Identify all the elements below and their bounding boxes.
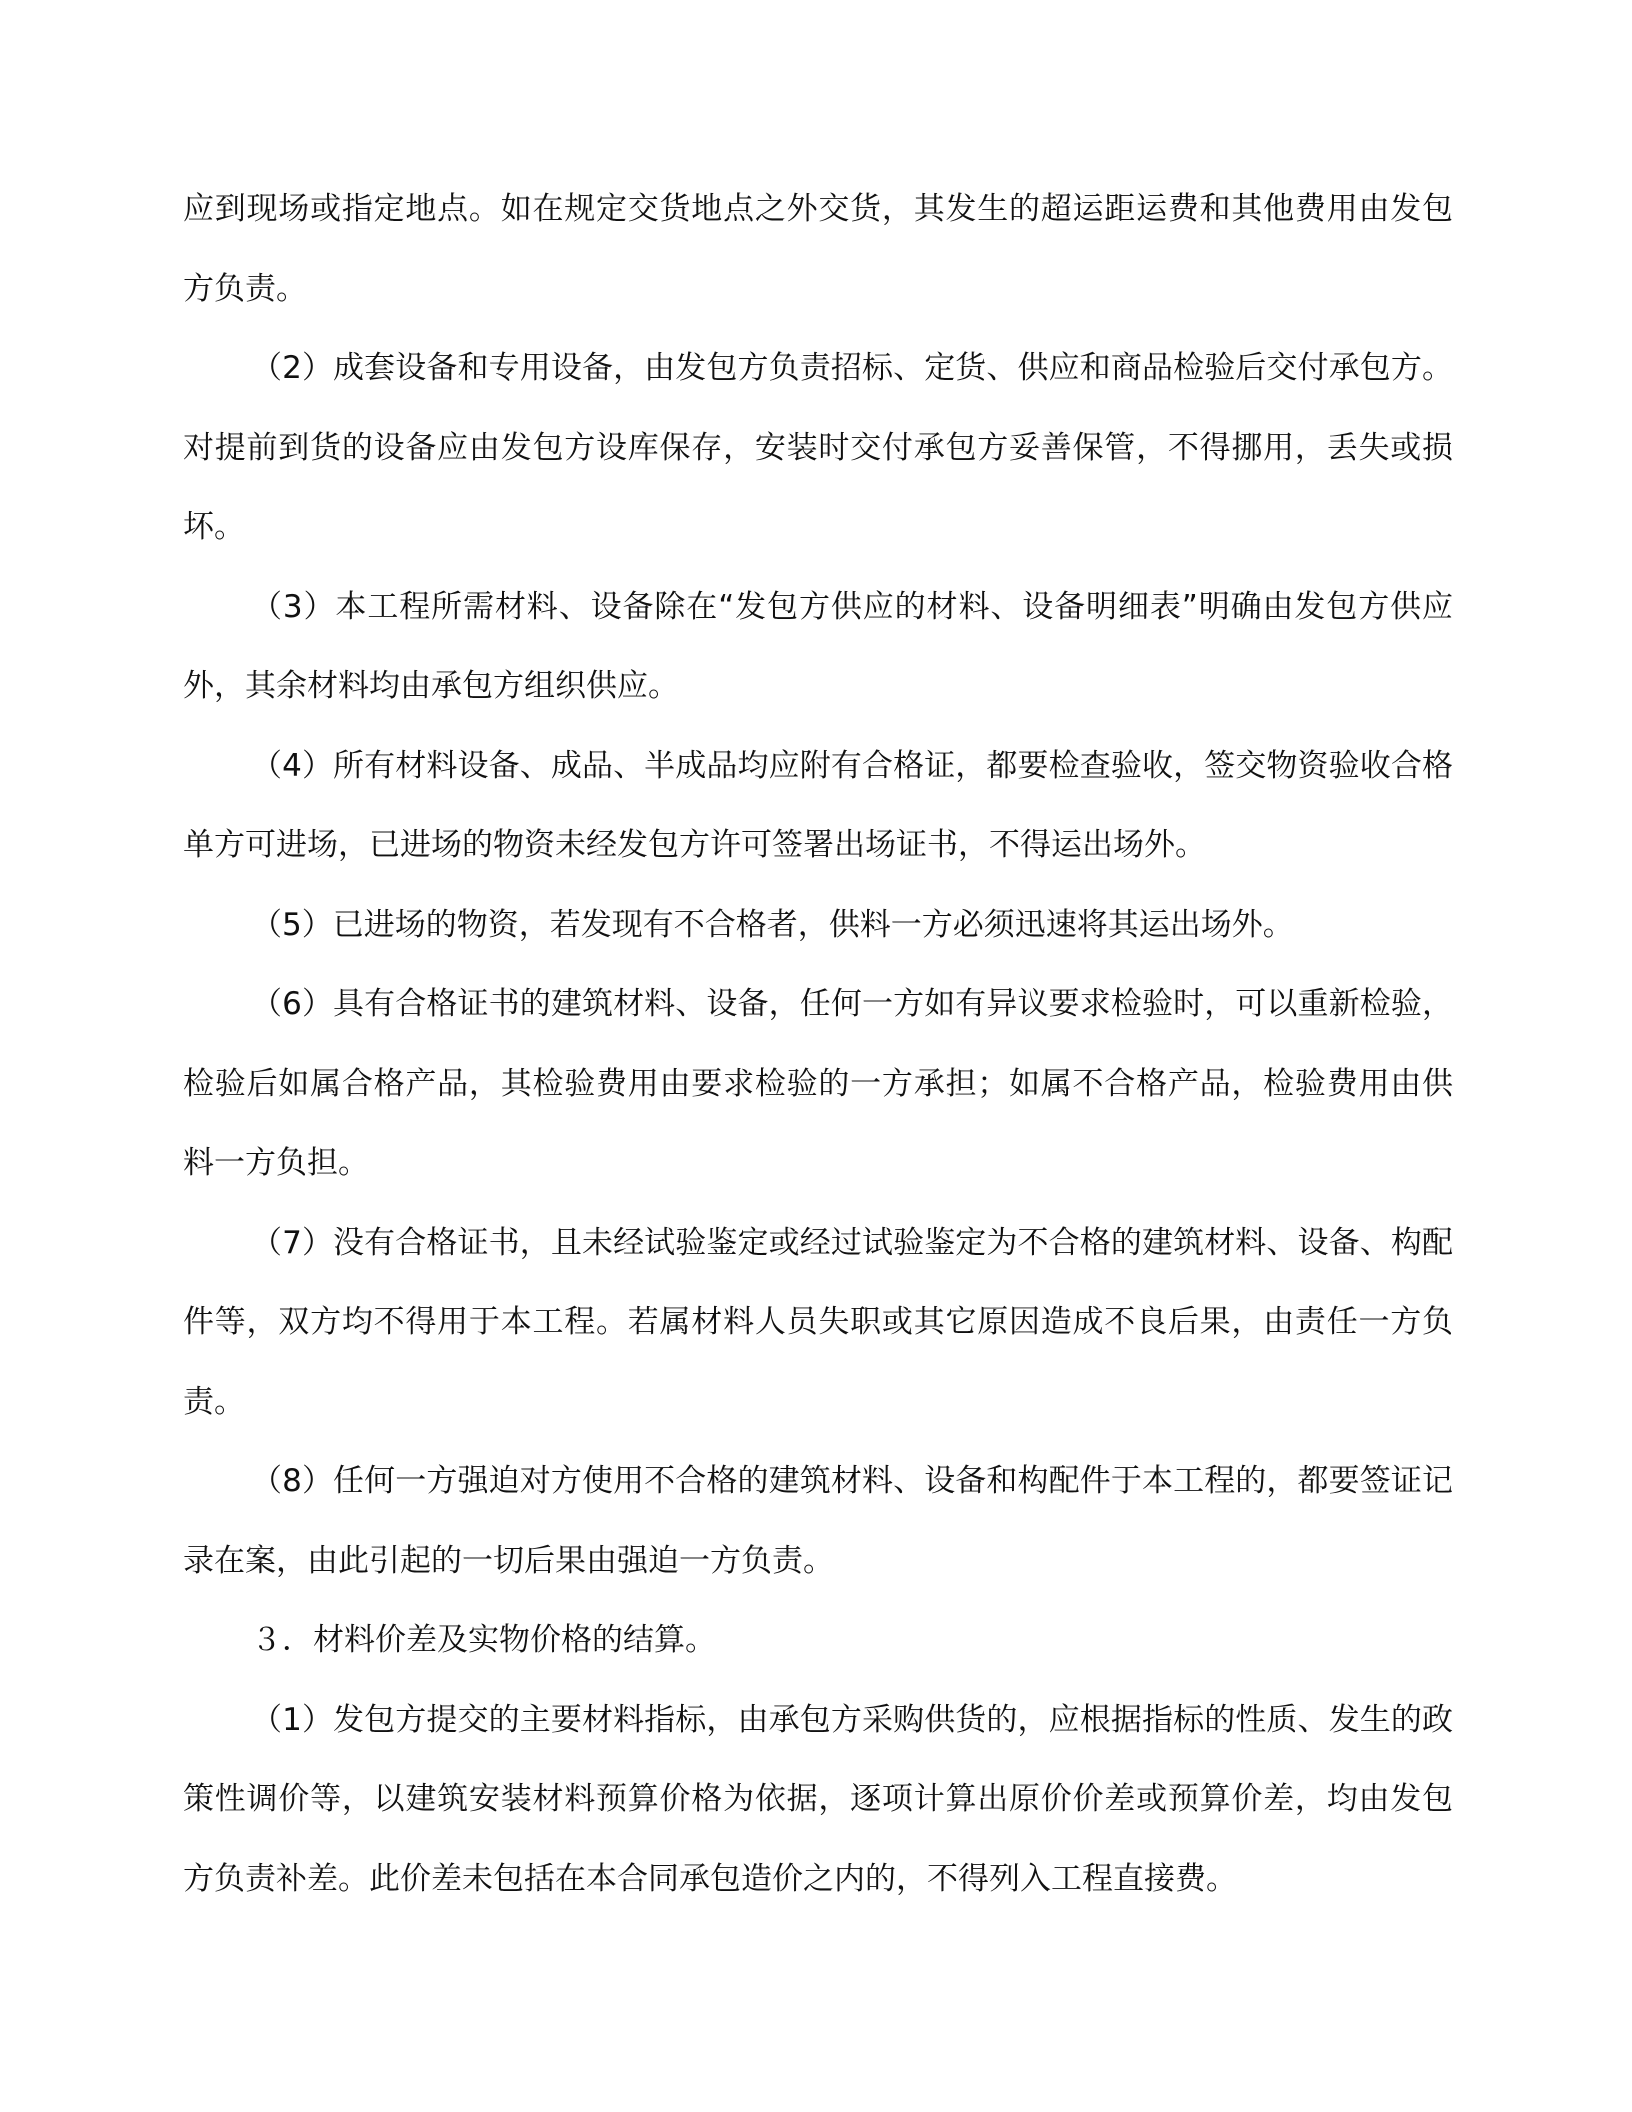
document-page — [183, 170, 1453, 1919]
paragraph-item-7: （7）没有合格证书，且未经试验鉴定或经过试验鉴定为不合格的建筑材料、设备、构配件等，双方均不得用于本工程。若属材料人员失职或其它原因造成不良后果，由责任一方负责。 — [183, 1224, 1453, 1420]
paragraph-continuation: 应到现场或指定地点。如在规定交货地点之外交货，其发生的超运距运费和其他费用由发包方负责。 — [183, 191, 1453, 307]
paragraph-section-3-item-1: （1）发包方提交的主要材料指标，由承包方采购供货的，应根据指标的性质、发生的政策性调价等，以建筑安装材料预算价格为依据，逐项计算出原价价差或预算价差，均由发包方负责补差。此价差未包括在本合同承包造价之内的，不得列入工程直接费。 — [183, 1701, 1453, 1897]
section-heading-3: ３．材料价差及实物价格的结算。 — [251, 1622, 716, 1658]
paragraph-item-4: （4）所有材料设备、成品、半成品均应附有合格证，都要检查验收，签交物资验收合格单方可进场，已进场的物资未经发包方许可签署出场证书，不得运出场外。 — [183, 747, 1453, 863]
paragraph-item-3: （3）本工程所需材料、设备除在“发包方供应的材料、设备明细表”明确由发包方供应外，其余材料均由承包方组织供应。 — [183, 588, 1453, 704]
paragraph-item-8: （8）任何一方强迫对方使用不合格的建筑材料、设备和构配件于本工程的，都要签证记录在案，由此引起的一切后果由强迫一方负责。 — [183, 1463, 1453, 1579]
paragraph-item-2: （2）成套设备和专用设备，由发包方负责招标、定货、供应和商品检验后交付承包方。对提前到货的设备应由发包方设库保存，安装时交付承包方妥善保管，不得挪用，丢失或损坏。 — [183, 350, 1453, 545]
paragraph-item-6: （6）具有合格证书的建筑材料、设备，任何一方如有异议要求检验时，可以重新检验，检验后如属合格产品，其检验费用由要求检验的一方承担；如属不合格产品，检验费用由供料一方负担。 — [183, 986, 1453, 1181]
paragraph-item-5: （5）已进场的物资，若发现有不合格者，供料一方必须迅速将其运出场外。 — [251, 906, 1294, 943]
